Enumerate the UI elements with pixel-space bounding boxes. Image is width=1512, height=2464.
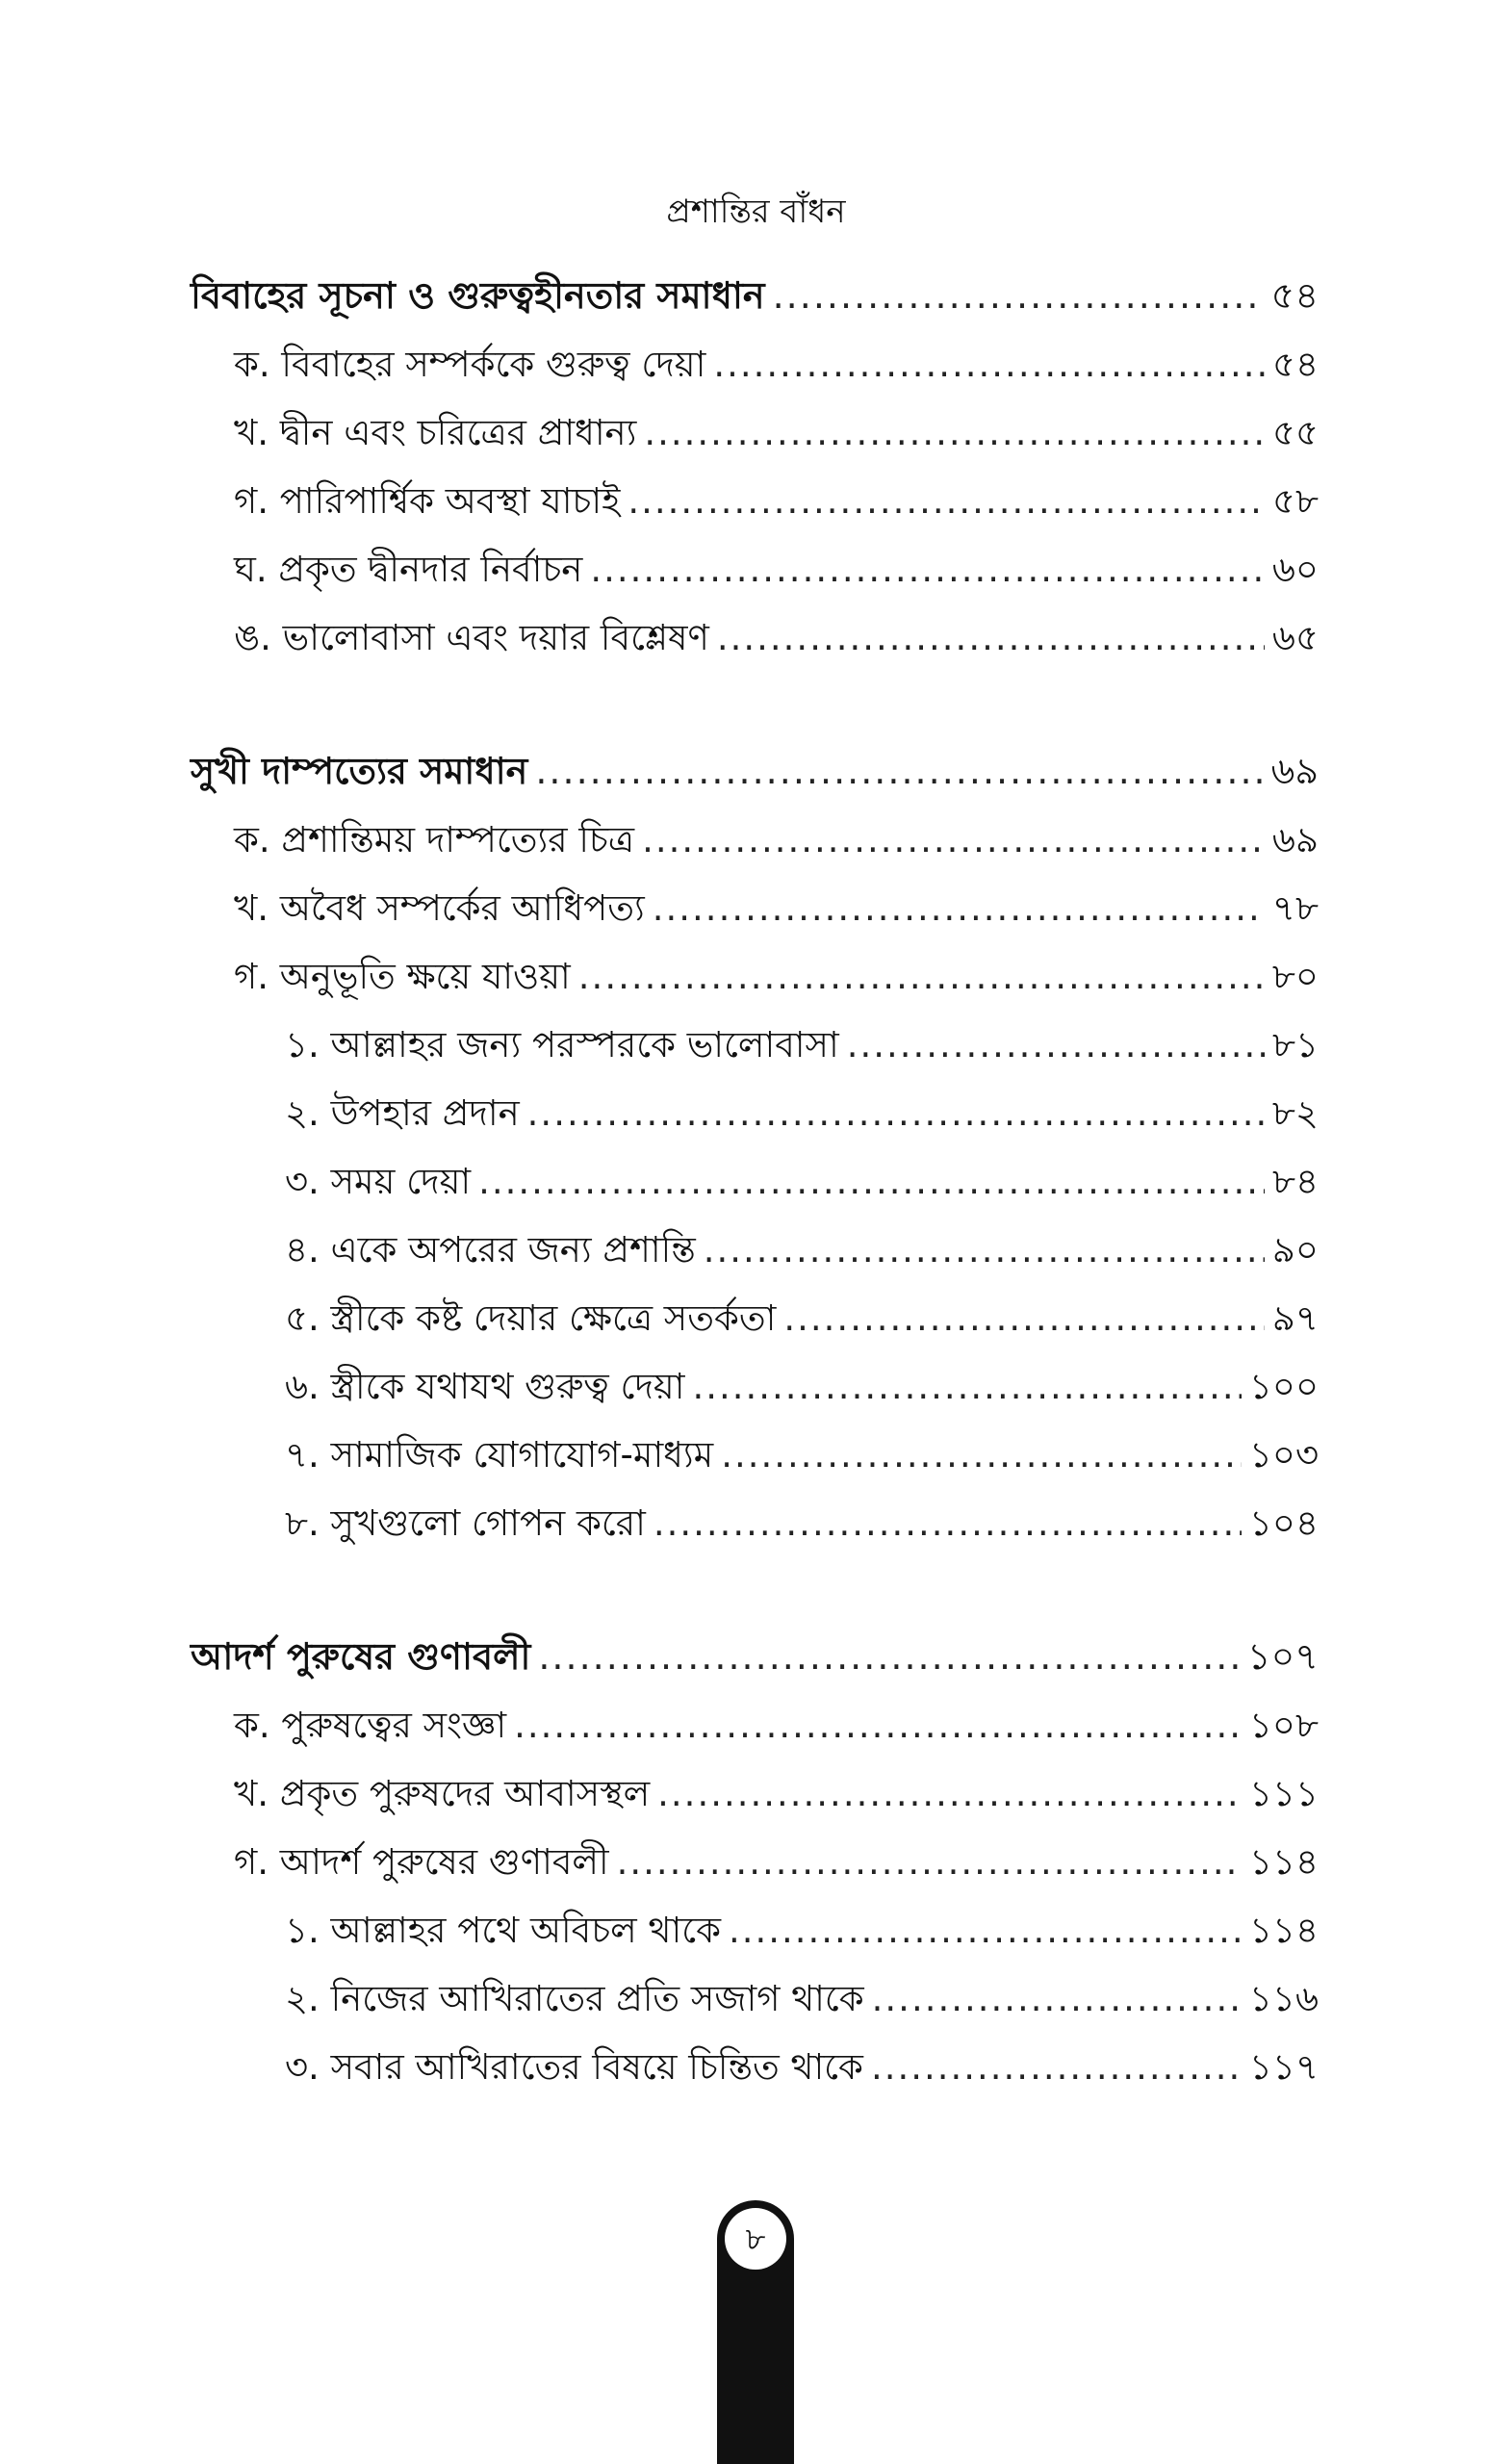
- toc-page-number: ৮২: [1271, 1092, 1319, 1134]
- toc-heading-title: সুখী দাম্পত্যের সমাধান: [191, 750, 528, 792]
- toc-entry-title: ঘ. প্রকৃত দ্বীনদার নির্বাচন: [234, 549, 583, 590]
- toc-page-number: ৮৪: [1271, 1161, 1319, 1202]
- dot-leader: [578, 942, 1265, 1011]
- dot-leader: [590, 535, 1264, 603]
- toc-entry[interactable]: [191, 942, 1319, 1011]
- dot-leader: [692, 1352, 1241, 1421]
- toc-page-number: ৮১: [1271, 1024, 1319, 1065]
- toc-entry[interactable]: [191, 398, 1319, 467]
- dot-leader: [617, 1828, 1242, 1896]
- dot-leader: [729, 1896, 1242, 1964]
- toc-section: [191, 262, 1319, 672]
- toc-subentry[interactable]: [191, 1079, 1319, 1147]
- page-number: ৮: [725, 2208, 786, 2270]
- table-of-contents: [191, 262, 1319, 2167]
- toc-entry[interactable]: [191, 806, 1319, 874]
- toc-page-number: ১০০: [1248, 1366, 1319, 1407]
- toc-page-number: ১১১: [1248, 1773, 1319, 1814]
- toc-entry-title: ২. নিজের আখিরাতের প্রতি সজাগ থাকে: [285, 1978, 864, 2019]
- toc-page-number: ১০৩: [1248, 1434, 1319, 1476]
- toc-entry-title: ৭. সামাজিক যোগাযোগ-মাধ্যম: [285, 1434, 714, 1476]
- toc-entry-title: ৪. একে অপরের জন্য প্রশান্তি: [285, 1229, 696, 1270]
- toc-entry-title: গ. পারিপার্শ্বিক অবস্থা যাচাই: [234, 480, 621, 522]
- dot-leader: [535, 737, 1263, 806]
- dot-leader: [717, 603, 1265, 672]
- toc-entry-title: ঙ. ভালোবাসা এবং দয়ার বিশ্লেষণ: [234, 617, 709, 658]
- toc-subentry[interactable]: [191, 2033, 1319, 2101]
- toc-page-number: ৬৯: [1270, 750, 1319, 792]
- dot-leader: [847, 1011, 1265, 1079]
- toc-entry-title: খ. প্রকৃত পুরুষদের আবাসস্থল: [234, 1773, 651, 1814]
- toc-page-number: ৫৮: [1271, 480, 1319, 522]
- dot-leader: [644, 398, 1265, 467]
- toc-subentry[interactable]: [191, 1011, 1319, 1079]
- dot-leader: [653, 1489, 1242, 1557]
- dot-leader: [773, 262, 1264, 330]
- toc-page-number: ৫৫: [1271, 412, 1319, 453]
- toc-entry-title: ৬. স্ত্রীকে যথাযথ গুরুত্ব দেয়া: [285, 1366, 685, 1407]
- toc-subentry[interactable]: [191, 1216, 1319, 1284]
- toc-page-number: ৫৪: [1270, 274, 1319, 317]
- toc-entry[interactable]: [191, 467, 1319, 535]
- toc-page-number: ১০৪: [1248, 1502, 1319, 1544]
- dot-leader: [653, 874, 1265, 942]
- toc-entry[interactable]: [191, 535, 1319, 603]
- toc-section-heading[interactable]: [191, 737, 1319, 806]
- dot-leader: [657, 1759, 1242, 1828]
- toc-heading-title: বিবাহের সূচনা ও গুরুত্বহীনতার সমাধান: [191, 274, 765, 317]
- dot-leader: [628, 467, 1265, 535]
- toc-subentry[interactable]: [191, 1896, 1319, 1964]
- toc-subentry[interactable]: [191, 1284, 1319, 1352]
- toc-subentry[interactable]: [191, 1964, 1319, 2033]
- toc-entry-title: ৩. সময় দেয়া: [285, 1161, 472, 1202]
- dot-leader: [783, 1284, 1265, 1352]
- toc-section-heading[interactable]: [191, 262, 1319, 330]
- toc-entry-title: ক. প্রশান্তিময় দাম্পত্যের চিত্র: [234, 819, 635, 860]
- dot-leader: [538, 1623, 1240, 1691]
- toc-entry[interactable]: [191, 1691, 1319, 1759]
- toc-entry[interactable]: [191, 330, 1319, 398]
- toc-page-number: ৬০: [1271, 549, 1319, 590]
- dot-leader: [478, 1147, 1265, 1216]
- toc-page-number: ১০৭: [1246, 1635, 1319, 1678]
- toc-entry-title: গ. আদর্শ পুরুষের গুণাবলী: [234, 1841, 609, 1883]
- toc-page-number: ১১৪: [1248, 1910, 1319, 1951]
- toc-entry[interactable]: [191, 874, 1319, 942]
- toc-entry-title: ১. আল্লাহর পথে অবিচল থাকে: [285, 1910, 721, 1951]
- toc-section: [191, 1623, 1319, 2101]
- toc-page-number: ৫৪: [1271, 344, 1319, 385]
- toc-entry-title: ১. আল্লাহর জন্য পরস্পরকে ভালোবাসা: [285, 1024, 839, 1065]
- page-number-tab: [717, 2200, 794, 2464]
- dot-leader: [721, 1421, 1242, 1489]
- dot-leader: [871, 2033, 1242, 2101]
- dot-leader: [872, 1964, 1242, 2033]
- toc-page-number: ৬৫: [1271, 617, 1319, 658]
- dot-leader: [704, 1216, 1265, 1284]
- toc-entry-title: ৮. সুখগুলো গোপন করো: [285, 1502, 646, 1544]
- toc-entry-title: খ. অবৈধ সম্পর্কের আধিপত্য: [234, 887, 645, 929]
- dot-leader: [527, 1079, 1265, 1147]
- toc-entry[interactable]: [191, 1759, 1319, 1828]
- toc-entry-title: ৩. সবার আখিরাতের বিষয়ে চিন্তিত থাকে: [285, 2046, 863, 2088]
- toc-page-number: ৯০: [1271, 1229, 1319, 1270]
- toc-page-number: ১০৮: [1248, 1705, 1319, 1746]
- toc-entry-title: ২. উপহার প্রদান: [285, 1092, 520, 1134]
- toc-entry-title: ক. বিবাহের সম্পর্ককে গুরুত্ব দেয়া: [234, 344, 706, 385]
- running-head: প্রশান্তির বাঁধন: [666, 192, 846, 231]
- toc-page-number: ৮০: [1271, 956, 1319, 997]
- dot-leader: [642, 806, 1265, 874]
- toc-page-number: ১১৬: [1248, 1978, 1319, 2019]
- toc-section-heading[interactable]: [191, 1623, 1319, 1691]
- toc-entry[interactable]: [191, 603, 1319, 672]
- toc-section: [191, 737, 1319, 1557]
- toc-entry-title: খ. দ্বীন এবং চরিত্রের প্রাধান্য: [234, 412, 637, 453]
- toc-entry-title: গ. অনুভূতি ক্ষয়ে যাওয়া: [234, 956, 571, 997]
- toc-entry-title: ক. পুরুষত্বের সংজ্ঞা: [234, 1705, 507, 1746]
- toc-page-number: ৭৮: [1271, 887, 1319, 929]
- dot-leader: [514, 1691, 1242, 1759]
- toc-subentry[interactable]: [191, 1352, 1319, 1421]
- toc-subentry[interactable]: [191, 1421, 1319, 1489]
- toc-page-number: ৬৯: [1271, 819, 1319, 860]
- toc-subentry[interactable]: [191, 1147, 1319, 1216]
- toc-subentry[interactable]: [191, 1489, 1319, 1557]
- toc-entry-title: ৫. স্ত্রীকে কষ্ট দেয়ার ক্ষেত্রে সতর্কতা: [285, 1297, 777, 1339]
- toc-page-number: ১১৭: [1248, 2046, 1319, 2088]
- toc-entry[interactable]: [191, 1828, 1319, 1896]
- toc-heading-title: আদর্শ পুরুষের গুণাবলী: [191, 1635, 531, 1678]
- toc-page-number: ১১৪: [1248, 1841, 1319, 1883]
- toc-page-number: ৯৭: [1271, 1297, 1319, 1339]
- dot-leader: [713, 330, 1265, 398]
